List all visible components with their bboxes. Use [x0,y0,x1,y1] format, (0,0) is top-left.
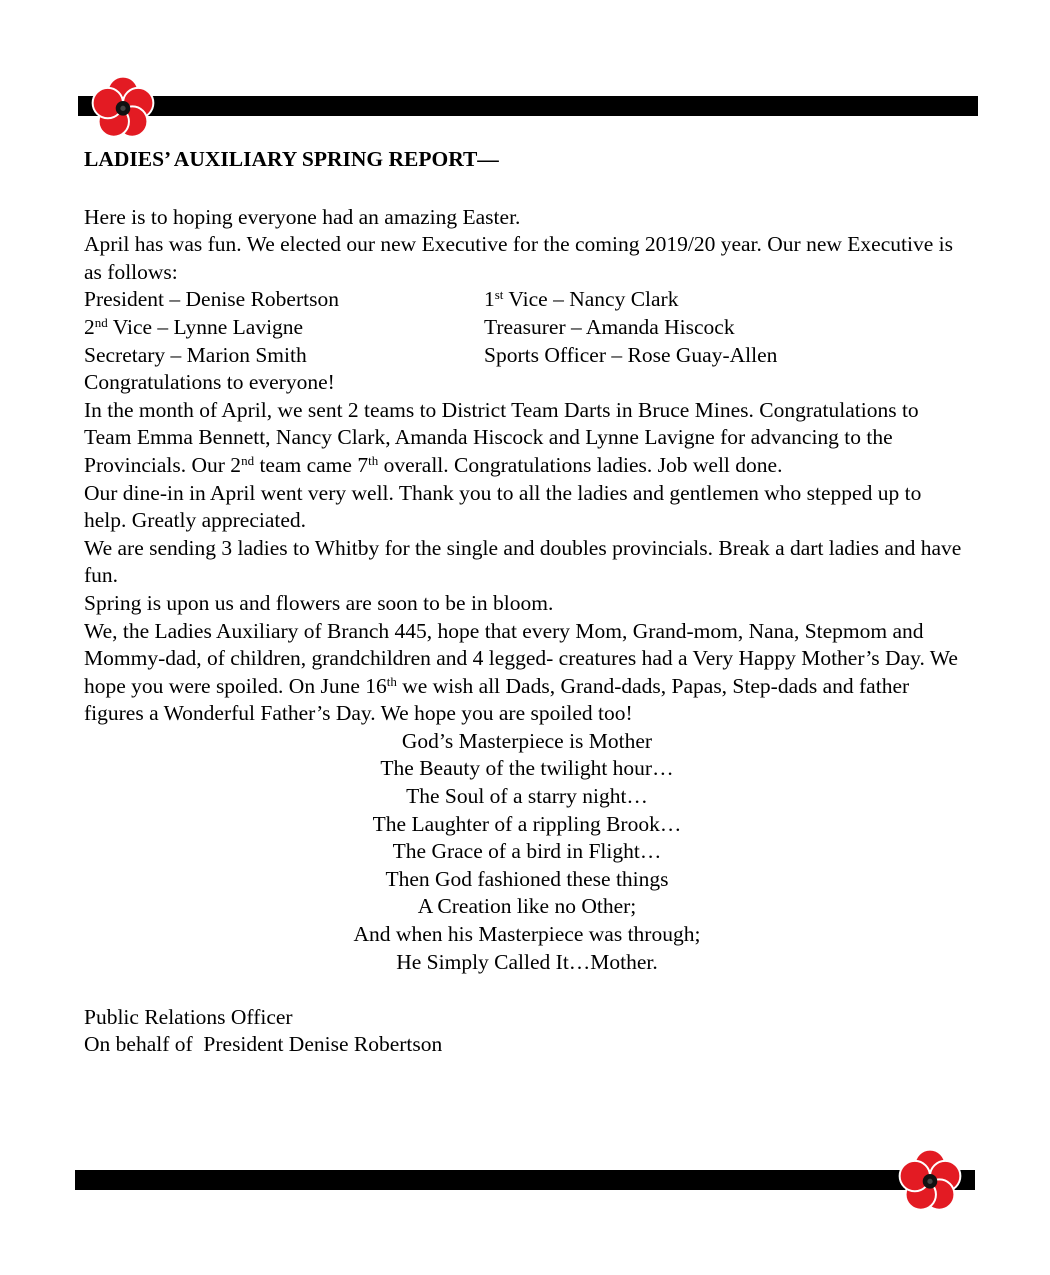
dinein-paragraph: Our dine-in in April went very well. Thank you to all the ladies and gentlemen who stepped up to help. Greatly appreciated. [84,480,922,533]
spring-paragraph: Spring is upon us and flowers are soon to be in bloom. [84,590,554,615]
easter-paragraph: Here is to hoping everyone had an amazing Easter. [84,204,521,229]
signature-role: Public Relations Officer [84,1004,293,1029]
mothers-day-paragraph: We, the Ladies Auxiliary of Branch 445, hope that every Mom, Grand-mom, Nana, Stepmom and Mommy-dad, of children, grandchildren and 4 legged- creatures had a Very Happy Mother’s Day. We hope you were spoiled. On June 16th we wish all Dads, Grand-dads, Papas, Step-dads and father figures a Wonderful Father’s Day. We hope you are spoiled too! [84,618,958,726]
congrats-paragraph: Congratulations to everyone! [84,370,335,395]
executive-secretary: Secretary – Marion Smith [84,342,307,367]
darts-paragraph: In the month of April, we sent 2 teams to District Team Darts in Bruce Mines. Congratulations to Team Emma Bennett, Nancy Clark, Amanda Hiscock and Lynne Lavigne for advancing to the Provincials. Our 2nd team came 7th overall. Congratulations ladies. Job well done. [84,397,919,477]
poem-line: The Grace of a bird in Flight… [392,839,662,864]
signature-behalf: On behalf of President Denise Robertson [84,1032,443,1057]
poem-line: A Creation like no Other; [417,894,637,919]
poem-line: The Beauty of the twilight hour… [380,756,674,781]
executive-row-3 [84,342,964,370]
poem-line: He Simply Called It…Mother. [396,949,658,974]
executive-president: President – Denise Robertson [84,287,339,312]
executive-row-1 [84,286,964,314]
poem-line: And when his Masterpiece was through; [353,922,701,947]
whitby-paragraph: We are sending 3 ladies to Whitby for the single and doubles provincials. Break a dart ladies and have fun. [84,535,962,588]
executive-second-vice: 2nd Vice – Lynne Lavigne [84,314,304,339]
poem-line: The Laughter of a rippling Brook… [372,811,682,836]
header-rule [78,96,978,116]
poem [84,728,970,976]
poem-line: God’s Masterpiece is Mother [401,728,653,753]
april-paragraph: April has was fun. We elected our new Executive for the coming 2019/20 year. Our new Executive is as follows: [84,232,953,284]
report-title: LADIES’ AUXILIARY SPRING REPORT— [84,147,499,171]
poem-line: The Soul of a starry night… [406,784,648,809]
poppy-flower-icon [897,1147,963,1213]
executive-sports-officer: Sports Officer – Rose Guay-Allen [484,342,778,367]
report-body [84,142,964,1059]
executive-first-vice: 1st Vice – Nancy Clark [484,287,679,312]
executive-row-2 [84,314,964,342]
executive-treasurer: Treasurer – Amanda Hiscock [484,314,735,339]
poppy-flower-icon [90,74,156,140]
footer-rule [75,1170,975,1190]
poem-line: Then God fashioned these things [385,866,669,891]
